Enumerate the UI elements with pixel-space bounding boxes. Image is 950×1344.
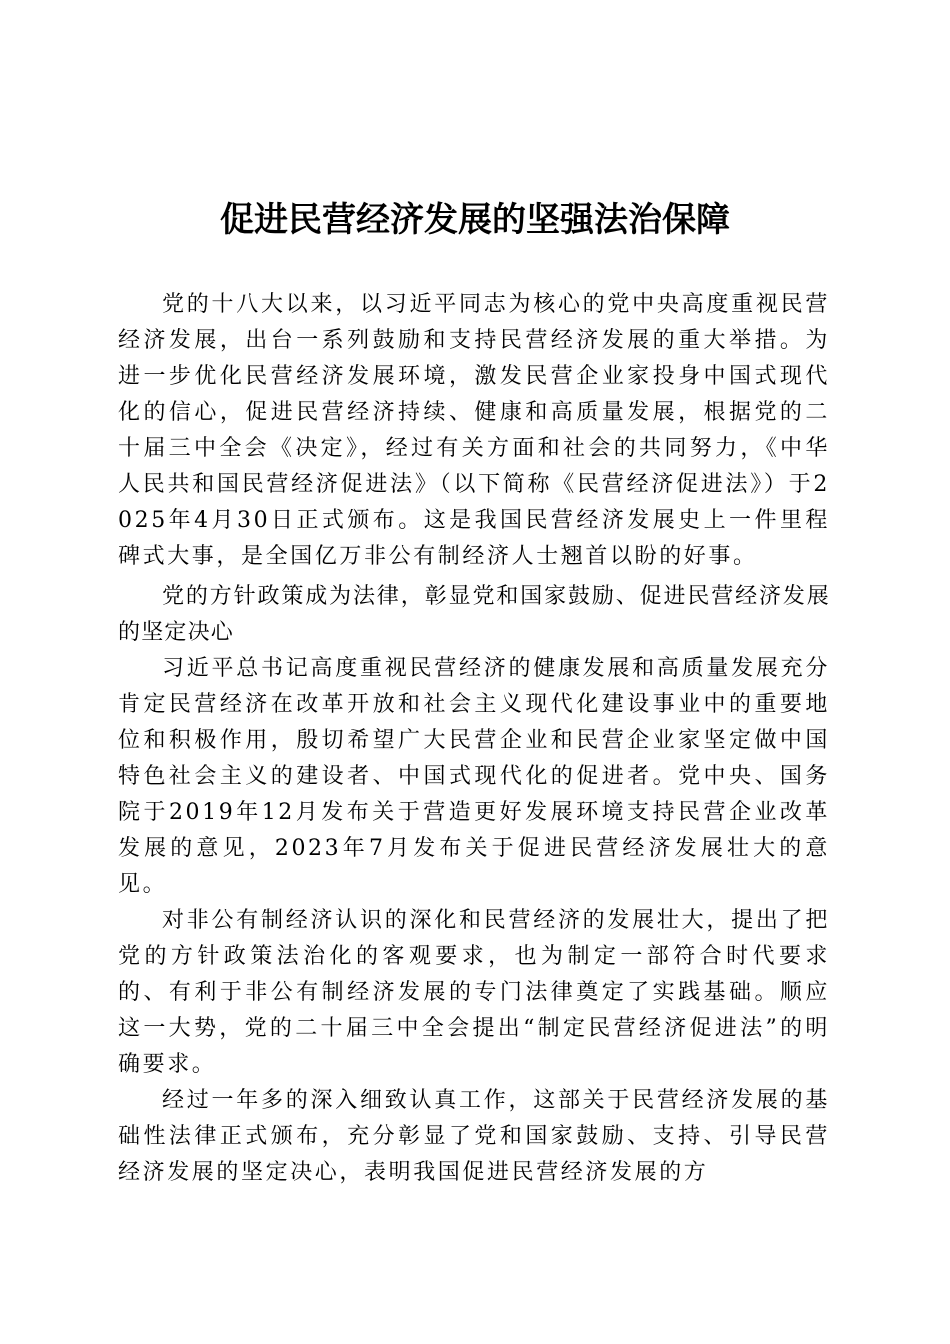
intro-paragraph: 党的十八大以来，以习近平同志为核心的党中央高度重视民营经济发展，出台一系列鼓励和支持民营经济发展的重大举措。为进一步优化民营经济发展环境，激发民营企业家投身中国式现代化的信心，促进民营经济持续、健康和高质量发展，根据党的二十届三中全会《决定》，经过有关方面和社会的共同努力，《中华人民共和国民营经济促进法》（以下简称《民营经济促进法》）于2025年4月30日正式颁布。这是我国民营经济发展史上一件里程碑式大事，是全国亿万非公有制经济人士翘首以盼的好事。 xyxy=(118,292,830,569)
section-paragraph-2: 对非公有制经济认识的深化和民营经济的发展壮大，提出了把党的方针政策法治化的客观要求，也为制定一部符合时代要求的、有利于非公有制经济发展的专门法律奠定了实践基础。顺应这一大势，党的二十届三中全会提出“制定民营经济促进法”的明确要求。 xyxy=(118,908,830,1077)
document-title: 促进民营经济发展的坚强法治保障 xyxy=(220,200,730,240)
section-heading: 党的方针政策成为法律，彰显党和国家鼓励、促进民营经济发展的坚定决心 xyxy=(118,584,830,645)
section-paragraph-3: 经过一年多的深入细致认真工作，这部关于民营经济发展的基础性法律正式颁布，充分彰显了党和国家鼓励、支持、引导民营经济发展的坚定决心，表明我国促进民营经济发展的方 xyxy=(118,1088,830,1185)
section-paragraph-1: 习近平总书记高度重视民营经济的健康发展和高质量发展充分肯定民营经济在改革开放和社会主义现代化建设事业中的重要地位和积极作用，殷切希望广大民营企业和民营企业家坚定做中国特色社会主义的建设者、中国式现代化的促进者。党中央、国务院于2019年12月发布关于营造更好发展环境支持民营企业改革发展的意见，2023年7月发布关于促进民营经济发展壮大的意见。 xyxy=(118,656,830,897)
document-body xyxy=(118,287,830,1191)
